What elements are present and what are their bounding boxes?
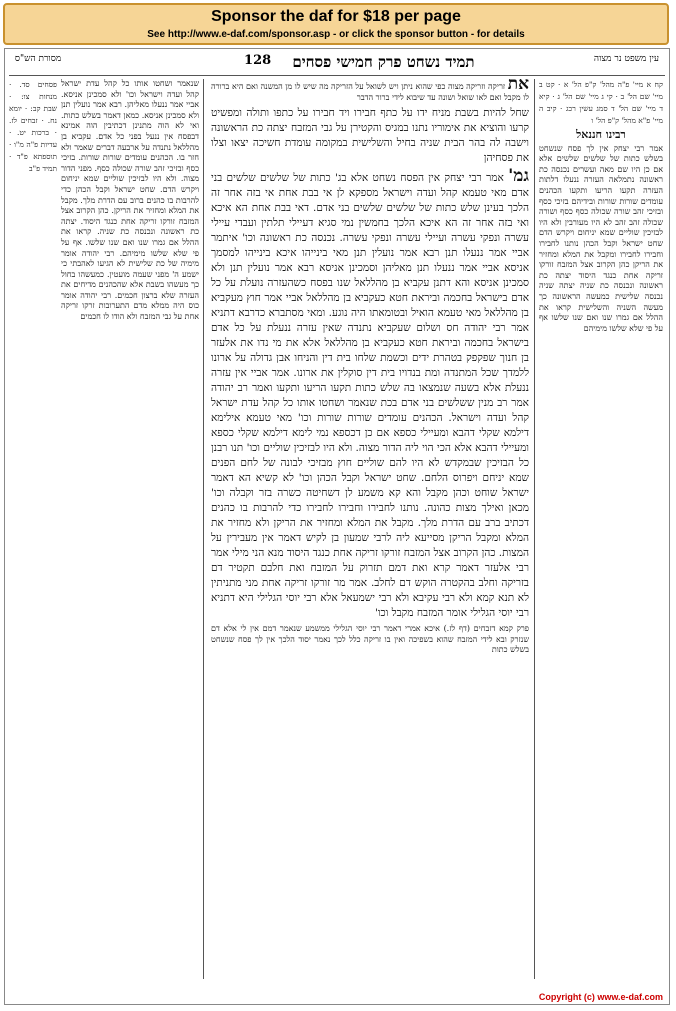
intro-text: זריקה וזריקה מצוה כפי שהוא ניתן ויש לשואל על הזריקה מה שיש לו מן המשנה ואם היא ברורה לו מקבל ואם לאו שואל ושונה עד שיבוא לידי ברור הדבר (211, 82, 529, 102)
gemara-text: אמר רבי יצחק אין הפסח נשחט אלא בג' כתות של שלשים שלשים בני אדם מאי טעמא קהל ועדה וישראל מספקא לן אי בבת אחת אי בזה אחר זה הלכך בעינן שלש כתות של שלשים שלשים בני אדם. דאי בבת אחת הא איכא ואי בזה אחר זה הא איכא הלכך בחמשין נמי סגיא דעיילי תלתין ועבדי עיילי עשרה ונפקי עשרה ועיילי עשרה ונפקי עשרה. נכנסה כת ראשונה וכו' איתמר אביי אמר ננעלו תנן רבא אמר נועלין תנן מאי בינייהו איכא בינייהו למסמך אניסא אביי אמר ננעלו תנן מאליהן וסמכינן אניסא רבא אמר נועלין תנן ולא סמכינן אניסא והא דתנן עקביא בן מהללאל שנו בפסח כשהעזרה נועלת על כל אדם בישראל בחכמה וביראת חטא כעקביא בן מהללאל אביי אמר חוץ מעקביא בן מהללאל מאי טעמא הואיל ובטומאתו היה נוגע. ומאי מסתברא כדרבא דתניא אמר רבי יהודה חס ושלום שעקביא נתנדה שאין עזרה ננעלת על כל אדם בישראל בחכמה וביראת חטא כעקביא בן מהללאל אלא את מי נדו את אלעזר בן חנוך שפקפק בטהרת ידים וכשמת שלחו בית דין והניחו אבן גדולה על ארונו ללמדך שכל המתנדה ומת בנדויו בית דין סוקלין את ארונו. אמר אביי אין עזרה ננעלת אלא בשעה שנמצאו בה שלש כתות תקעו הריעו ותקעו ואמר רב יהודה אמר רב מנין ששלשים בני אדם בכת שנאמר ושחטו אותו כל קהל עדת ישראל קהל ועדה וישראל. הכהנים עומדים שורות שורות וכו' מאי טעמא אילימא דילמא שקלי דהבא ומעיילי כספא אם כן דכספא נמי לימא דילמא שקלי כספא ומעיילי דהבא אלא הכי הוי ליה הדור מצוה. ולא היו לבזיכין שוליים וכו' תנו רבנן כל הבזיכין שבמקדש לא היו להם שוליים חוץ מבזיכי לבונה של לחם הפנים שמא יניחם ויפרוס הלחם. שחט ישראל וקבל הכהן וכו' לא קשיא הא דאמר ישראל שוחט וכהן מקבל והא קא משמע לן דשחיטה כשרה בזר וקבלה וכו' מכאן ואילך מצות כהונה. נותנו לחבירו וחבירו לחבירו כדי להרבות בו כהנים דכתיב ברב עם הדרת מלך. מקבל את המלא ומחזיר את הריקן ולא מחזיר את המלא ומקבל הריקן מסייעא ליה לרבי שמעון בן לקיש דאמר אין מעבירין על המצות. כהן הקרוב אצל המזבח זורקו זריקה אחת כנגד היסוד מנא הני מילי אמר רבי אלעזר דאמר קרא ואת דמם תזרוק על המזבח ואת חלבם תקטיר דם בזריקה וחלב בהקטרה הוקש דם לחלב. אמר מר זורקו זריקה אחת מני מתניתין לא תנא קמא ולא רבי עקיבא ולא רבי ישמעאל אלא רבי יוסי הגלילי היא דתניא רבי יוסי הגלילי אומר המזבח מקבל וכו' (211, 172, 529, 620)
copyright-notice[interactable]: Copyright (c) www.e-daf.com (538, 992, 663, 1002)
main-text-column (211, 79, 529, 987)
ein-mishpat-label: עין משפט נר מצוה (593, 54, 659, 64)
page-number: 128 (244, 53, 272, 68)
masoret-refs: פסחים סד. · מנחות צו: · שבת קב: · יומא נח. · זבחים לז. · ברכות יט. · עדיות פ"ה מ"ו · תוספתא פ"ד · תמיד פ"ב (9, 80, 57, 173)
masoret-hashas-column (9, 79, 57, 987)
mishnah-text: שחל להיות בשבת מניח ידו על כתף חבירו ויד חבירו על כתפו ותולה ומפשיט קרעו והוציא את אימוריו נתנו במגיס והקטירן על גבי המזבח יצתה כת הראשונה וישבה לה בהר הבית שניה בחיל והשלישית במקומה עומדת חשיכה יצאו וצלו את פסחיהן (211, 107, 529, 165)
intro-word: את (507, 79, 529, 94)
page-title: תמיד נשחט פרק חמישי פסחים (292, 53, 475, 71)
rabbeinu-chananel-text: אמר רבי יצחק אין לך פסח שנשחט בשלש כתות של שלשים שלשים אלא אם כן היו שם מאה ועשרים נכנסה כת ראשונה נתמלאה העזרה ננעלו דלתות העזרה תקעו הריעו ותקעו הכהנים עומדים שורות שורות ובידיהם בזיכי כסף ובזיכי זהב שורה שכולה כסף כסף ושורה שכולה זהב זהב לא היו מעורבין ולא היו לבזיכין שוליים שמא יניחום ויקרש הדם שחט ישראל וקבל הכהן נותנו לחבירו וחבירו לחבירו ומקבל את המלא ומחזיר את הריקן כהן הקרוב אצל המזבח זורקו זריקה אחת כנגד היסוד יצתה כת ראשונה ונכנסה כת שניה יצתה שניה נכנסה שלישית כמעשה הראשונה כך מעשה השניה והשלישית קראו את ההלל אם גמרו שנו ואם שנו שלשו אף על פי שלא שלשו מימיהם (539, 143, 663, 333)
talmud-page (4, 48, 670, 1005)
header-rule (9, 75, 665, 76)
commentary-column-right (539, 79, 663, 987)
gemara-block (211, 166, 529, 621)
ein-mishpat-refs: קח א מיי' פ"ה מהל' ק"פ הל' א · קט ב מיי' שם הל' ב · קי ג מיי' שם הל' ג · קיא ד מיי' שם הל' ד סמג עשין רכג · קיב ה מיי' פ"א מהל' ק"פ הל' ו (539, 80, 663, 125)
sponsor-banner[interactable] (3, 3, 669, 45)
bottom-commentary: פרק קמא דזבחים (דף לז.) איכא אמרי דאמר רבי יוסי הגלילי ממשמע שנאמר דמם אין לי אלא דם שנזרק ובא לידי המזבח שהוא בשפיכה ואין בו זריקה כלל לכך נאמר יסוד הלכך אין לך פסח שנשחט בשלש כתות (211, 624, 529, 655)
rashi-column (61, 79, 199, 987)
column-divider-left (203, 79, 204, 979)
rabbeinu-chananel-heading: רבינו חננאל (576, 128, 626, 141)
sponsor-subtitle[interactable]: See http://www.e-daf.com/sponsor.asp - or click the sponsor button - for details (147, 29, 525, 40)
gemara-label: גמ' (508, 166, 529, 187)
tosafot-intro (211, 79, 529, 103)
masoret-label: מסורת הש"ס (14, 54, 62, 64)
column-divider-right (534, 79, 535, 979)
sponsor-title[interactable]: Sponsor the daf for $18 per page (211, 8, 461, 25)
rashi-text: שנאמר ושחטו אותו כל קהל עדת ישראל קהל ועדה וישראל וכו' ולא סמכינן אניסא. אביי אמר ננעלו מאליהן. רבא אמר נועלין תנן ולא סמכינן אניסא. כמאן דאמר בשלש כתות. ואי לא הוה מתנינן דכתיבין הוה אמינא דבפסח אין ננעל בפני כל אדם. עקביא בן מהללאל נתנדה על ארבעה דברים שאמר ולא חזר בו. הכהנים עומדים שורות שורות. בזיכי כסף ובזיכי זהב שורה שכולה כסף. מפני הדור מצוה. ולא היו לבזיכין שוליים שמא יניחום ויקרש הדם. שחט ישראל וקבל הכהן כדי להרבות בו כהנים ברוב עם הדרת מלך. מקבל את המלא ומחזיר את הריקן. כהן הקרוב אצל המזבח זורקו זריקה אחת כנגד היסוד. יצתה כת ראשונה ונכנסה כת שניה. קראו את ההלל אם גמרו שנו ואם שנו שלשו. אף על פי שלא שלשו מימיהם. רבי יהודה אומר מימיה של כת שלישית לא הגיעו לאהבתי כי ישמע ה' מפני שעמה מועטין. כמעשהו בחול כך מעשהו בשבת אלא שהכהנים מדיחים את העזרה שלא ברצון חכמים. רבי יהודה אומר כוס היה ממלא מדם התערובות זרקו זריקה אחת על גבי המזבח ולא הודו לו חכמים (61, 79, 199, 322)
page-header (5, 53, 669, 75)
